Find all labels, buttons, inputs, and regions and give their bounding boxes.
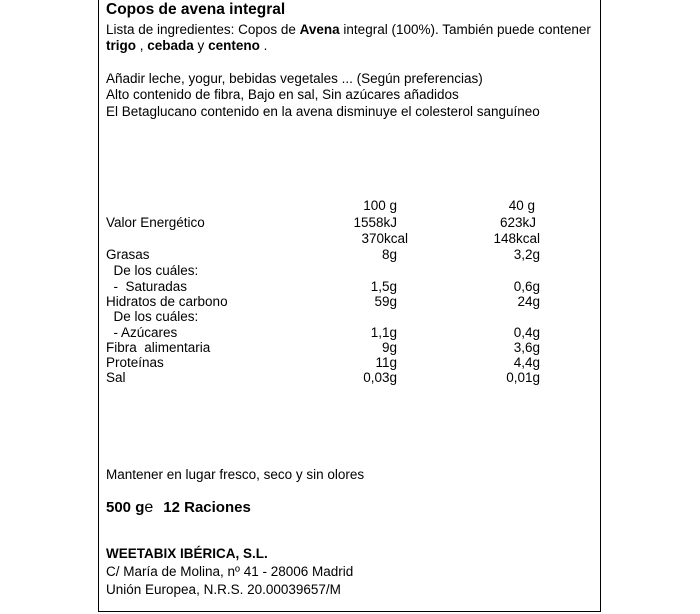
estimated-e-mark: e	[144, 499, 154, 516]
company-name: WEETABIX IBÉRICA, S.L.	[106, 546, 268, 561]
nutrient-value-40g: 4,4g	[513, 355, 540, 370]
nutrient-value-100g: 9g	[381, 340, 397, 355]
allergen-cebada: cebada	[147, 38, 194, 53]
ingredients-end: .	[259, 38, 268, 53]
nutrient-value-100g: 0,03g	[363, 370, 397, 385]
product-title: Copos de avena integral	[106, 1, 286, 18]
nutrient-value-40g: 0,6g	[513, 279, 540, 294]
nutrient-value-100g: 1,5g	[370, 279, 397, 294]
energy-label: Valor Energético	[106, 215, 205, 230]
column-header-40g: 40 g	[508, 198, 535, 213]
nutrient-label: Hidratos de carbono	[106, 294, 228, 309]
ingredients-line-2	[106, 38, 267, 54]
note-claims: Alto contenido de fibra, Bajo en sal, Sin azúcares añadidos	[106, 87, 459, 102]
company-address: C/ María de Molina, nº 41 - 28006 Madrid	[106, 564, 354, 579]
energy-kcal-40g: 148kcal	[493, 231, 540, 246]
nutrient-value-40g: 3,2g	[513, 247, 540, 262]
nutrient-value-40g: 0,4g	[513, 325, 540, 340]
nutrient-label: Proteínas	[106, 355, 164, 370]
allergen-centeno: centeno	[208, 38, 260, 53]
nutrient-sublabel: De los cuáles:	[106, 309, 199, 324]
allergen-avena: Avena	[299, 22, 340, 37]
nutrient-value-100g: 8g	[381, 247, 397, 262]
net-weight-value: 500 g	[106, 499, 145, 516]
column-header-100g: 100 g	[363, 198, 397, 213]
nutrient-label: - Azúcares	[106, 325, 178, 340]
nutrient-value-100g: 59g	[374, 294, 397, 309]
net-weight	[106, 500, 251, 516]
ingredients-sep: ,	[136, 38, 148, 53]
nutrient-label: Grasas	[106, 247, 150, 262]
nutrient-value-40g: 24g	[517, 294, 540, 309]
energy-kj-40g: 623kJ	[499, 215, 536, 230]
portions-count: 12 Raciones	[163, 499, 251, 516]
nutrient-value-40g: 0,01g	[506, 370, 540, 385]
note-usage: Añadir leche, yogur, bebidas vegetales ... (Según preferencias)	[106, 71, 483, 86]
company-registry: Unión Europea, N.R.S. 20.00039657/M	[106, 582, 341, 597]
nutrient-label: Fibra alimentaria	[106, 340, 211, 355]
nutrient-value-100g: 11g	[375, 355, 397, 370]
ingredients-sep: y	[193, 38, 209, 53]
energy-kj-100g: 1558kJ	[353, 215, 397, 230]
energy-kcal-100g: 370kcal	[361, 231, 408, 246]
nutrient-value-100g: 1,1g	[370, 325, 397, 340]
nutrient-label: Sal	[106, 370, 126, 385]
storage-instructions: Mantener en lugar fresco, seco y sin olores	[106, 467, 365, 482]
ingredients-prefix: Lista de ingredientes: Copos de	[106, 22, 300, 37]
ingredients-suffix: integral (100%). También puede contener	[339, 22, 591, 37]
nutrient-sublabel: De los cuáles:	[106, 263, 199, 278]
nutrient-value-40g: 3,6g	[513, 340, 540, 355]
nutrient-label: - Saturadas	[106, 279, 188, 294]
ingredients-line-1	[106, 22, 591, 38]
allergen-trigo: trigo	[106, 38, 136, 53]
note-health-claim: El Betaglucano contenido en la avena disminuye el colesterol sanguíneo	[106, 104, 540, 119]
